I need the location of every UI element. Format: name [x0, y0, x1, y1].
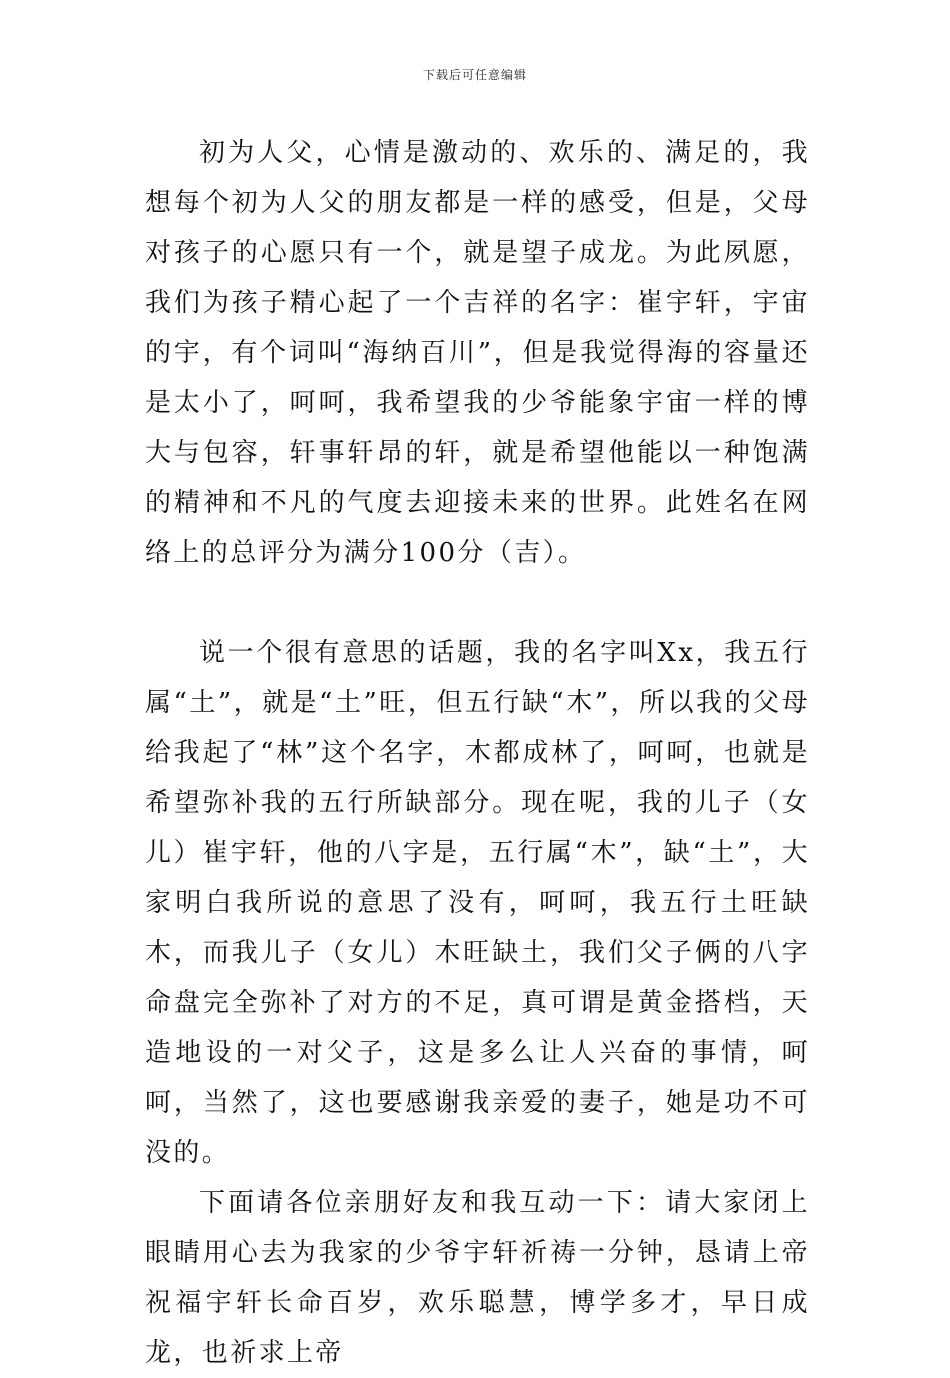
paragraph-2: 说一个很有意思的话题，我的名字叫Xx，我五行属“土”，就是“土”旺，但五行缺“木”，所以我的父母给我起了“林”这个名字，木都成林了，呵呵，也就是希望弥补我的五行所缺部分。现在呢，我的儿子（女儿）崔宇轩，他的八字是，五行属“木”，缺“土”，大家明白我所说的意思了没有，呵呵，我五行土旺缺木，而我儿子（女儿）木旺缺土，我们父子俩的八字命盘完全弥补了对方的不足，真可谓是黄金搭档，天造地设的一对父子，这是多么让人兴奋的事情，呵呵，当然了，这也要感谢我亲爱的妻子，她是功不可没的。	[145, 638, 810, 1168]
document-body	[145, 128, 810, 1378]
paragraph-1: 初为人父，心情是激动的、欢乐的、满足的，我想每个初为人父的朋友都是一样的感受，但是，父母对孩子的心愿只有一个，就是望子成龙。为此夙愿，我们为孩子精心起了一个吉祥的名字：崔宇轩，宇宙的宇，有个词叫“海纳百川”，但是我觉得海的容量还是太小了，呵呵，我希望我的少爷能象宇宙一样的博大与包容，轩事轩昂的轩，就是希望他能以一种饱满的精神和不凡的气度去迎接未来的世界。此姓名在网络上的总评分为满分100分（吉）。	[145, 138, 810, 568]
paragraph-gap	[145, 578, 810, 628]
header-note: 下载后可任意编辑	[422, 68, 527, 82]
paragraph-3: 下面请各位亲朋好友和我互动一下：请大家闭上眼睛用心去为我家的少爷宇轩祈祷一分钟，恳请上帝祝福宇轩长命百岁，欢乐聪慧，博学多才，早日成龙，也祈求上帝	[145, 1188, 810, 1368]
